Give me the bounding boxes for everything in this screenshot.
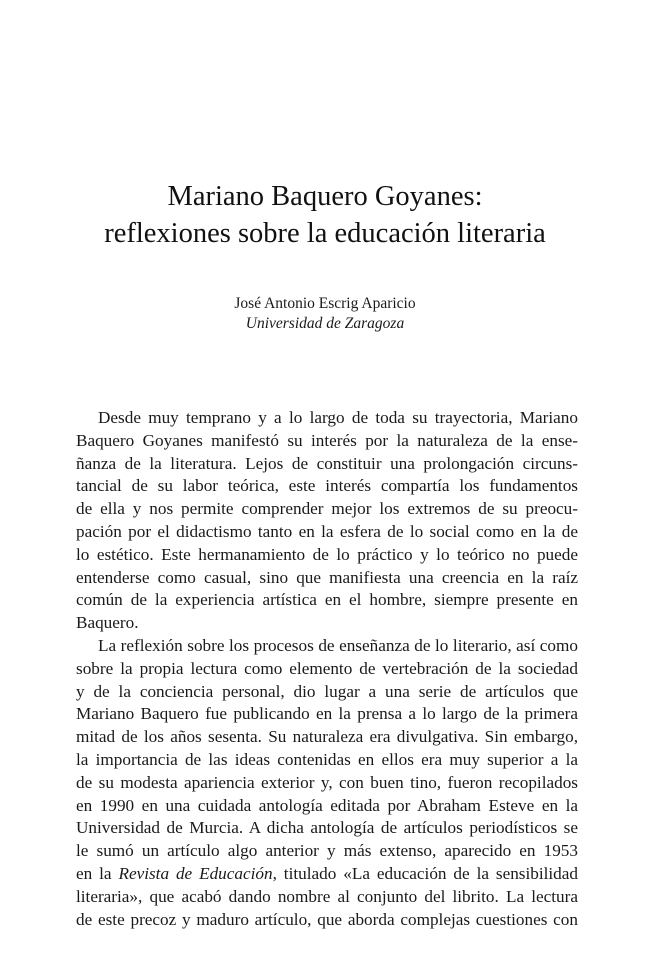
article-title	[0, 178, 650, 252]
text-line: lo estético. Este hermanamiento de lo práctico y lo teórico no puede	[76, 544, 578, 564]
text-line: mitad de los años sesenta. Su naturaleza era divulgativa. Sin embargo,	[76, 727, 578, 747]
text-line: común de la experiencia artística en el hombre, siempre presente en	[76, 590, 578, 610]
text-line: Baquero.	[76, 613, 139, 633]
text-line: le sumó un artículo algo anterior y más extenso, aparecido en 1953	[76, 841, 578, 861]
text-line: pación por el didactismo tanto en la esfera de lo social como en la de	[76, 521, 578, 541]
journal-title: Revista de Educación	[118, 863, 273, 883]
byline	[0, 294, 650, 334]
text-line: en 1990 en una cuidada antología editada por Abraham Esteve en la	[76, 795, 578, 815]
text-line: ñanza de la literatura. Lejos de constituir una prolongación circuns-	[76, 453, 578, 473]
text-line: Desde muy temprano y a lo largo de toda su trayectoria, Mariano	[98, 408, 578, 427]
title-line-2: reflexiones sobre la educación literaria	[104, 218, 546, 249]
title-line-1: Mariano Baquero Goyanes:	[167, 181, 483, 212]
text-line: tancial de su labor teórica, este interés compartía los fundamentos	[76, 476, 578, 496]
text-fragment: en la	[76, 863, 119, 883]
text-line: literaria», que acabó dando nombre al conjunto del librito. La lectura	[76, 886, 578, 906]
text-line: de su modesta apariencia exterior y, con buen tino, fueron recopilados	[76, 772, 578, 792]
body-text	[76, 407, 578, 931]
text-line: la importancia de las ideas contenidas en ellos era muy superior a la	[76, 749, 578, 769]
author-affiliation: Universidad de Zaragoza	[245, 315, 405, 332]
author-name: José Antonio Escrig Aparicio	[234, 295, 416, 312]
text-line: de este precoz y maduro artículo, que aborda complejas cuestiones con	[76, 909, 578, 929]
text-line: sobre la propia lectura como elemento de vertebración de la sociedad	[76, 658, 578, 678]
text-line: y de la conciencia personal, dio lugar a una serie de artículos que	[76, 681, 578, 701]
text-line	[76, 863, 578, 886]
text-line: de ella y nos permite comprender mejor los extremos de su preocu-	[76, 499, 578, 519]
text-line: La reflexión sobre los procesos de enseñanza de lo literario, así como	[98, 635, 578, 655]
text-line: Baquero Goyanes manifestó su interés por la naturaleza de la ense-	[76, 430, 578, 450]
text-line: Mariano Baquero fue publicando en la prensa a lo largo de la primera	[76, 704, 578, 724]
text-line: entenderse como casual, sino que manifiesta una creencia en la raíz	[76, 567, 578, 587]
text-fragment: , titulado «La educación de la sensibilidad	[272, 863, 578, 883]
text-line: Universidad de Murcia. A dicha antología de artículos periodísticos se	[76, 818, 578, 838]
